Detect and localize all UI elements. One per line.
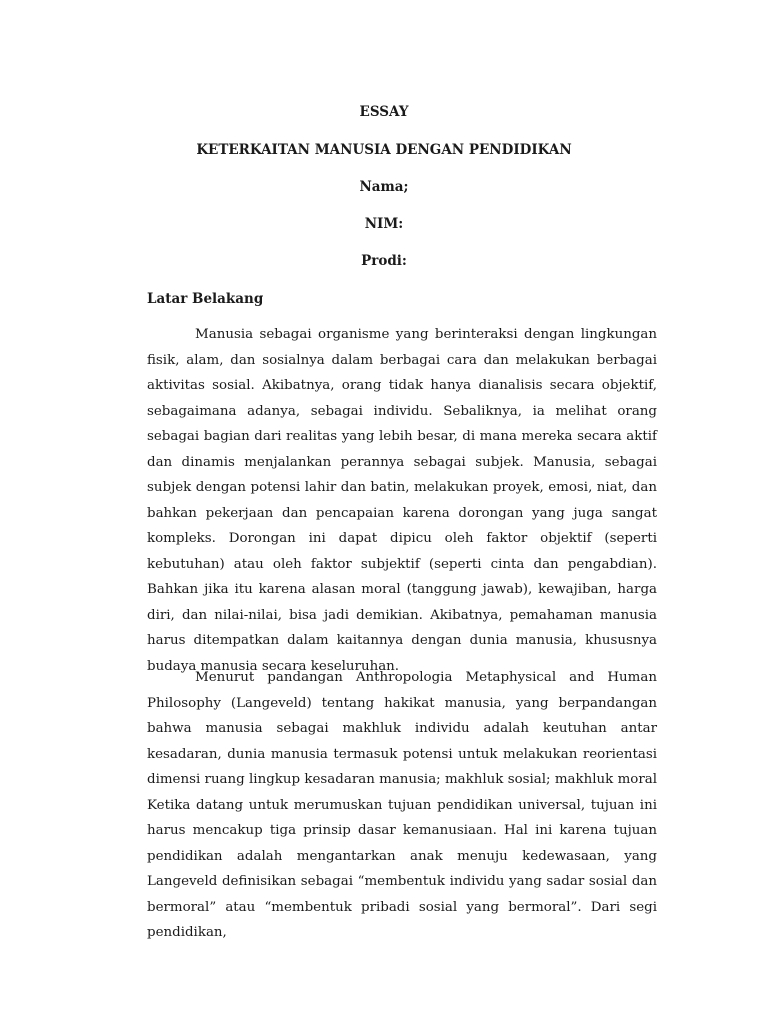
nama-field-label: Nama;: [359, 179, 409, 195]
essay-label: ESSAY: [359, 104, 409, 120]
body-paragraph: Manusia sebagai organisme yang berinteraksi dengan lingkungan fisik, alam, dan sosialnya dalam berbagai cara dan melakukan berbagai aktivitas sosial. Akibatnya, orang tidak hanya dianalisis secara objektif, sebagaimana adanya, sebagai individu. Sebaliknya, ia melihat orang sebagai bagian dari realitas yang lebih besar, di mana mereka secara aktif dan dinamis menjalankan perannya sebagai subjek. Manusia, sebagai subjek dengan potensi lahir dan batin, melakukan proyek, emosi, niat, dan bahkan pekerjaan dan pencapaian karena dorongan yang juga sangat kompleks. Dorongan ini dapat dipicu oleh faktor objektif (seperti kebutuhan) atau oleh faktor subjektif (seperti cinta dan pengabdian). Bahkan jika itu karena alasan moral (tanggung jawab), kewajiban, harga diri, dan nilai-nilai, bisa jadi demikian. Akibatnya, pemahaman manusia harus ditempatkan dalam kaitannya dengan dunia manusia, khususnya budaya manusia secara keseluruhan.: [147, 327, 657, 674]
body-paragraph: Menurut pandangan Anthropologia Metaphysical and Human Philosophy (Langeveld) tentang hakikat manusia, yang berpandangan bahwa manusia sebagai makhluk individu adalah keutuhan antar kesadaran, dunia manusia termasuk potensi untuk melakukan reorientasi dimensi ruang lingkup kesadaran manusia; makhluk sosial; makhluk moral Ketika datang untuk merumuskan tujuan pendidikan universal, tujuan ini harus mencakup tiga prinsip dasar kemanusiaan. Hal ini karena tujuan pendidikan adalah mengantarkan anak menuju kedewasaan, yang Langeveld definisikan sebagai “membentuk individu yang sadar sosial dan bermoral” atau “membentuk pribadi sosial yang bermoral”. Dari segi pendidikan,: [147, 670, 657, 940]
nim-field-label: NIM:: [364, 216, 404, 232]
prodi-field-label: Prodi:: [361, 253, 407, 269]
essay-title: KETERKAITAN MANUSIA DENGAN PENDIDIKAN: [196, 142, 572, 158]
section-heading: Latar Belakang: [147, 291, 264, 307]
